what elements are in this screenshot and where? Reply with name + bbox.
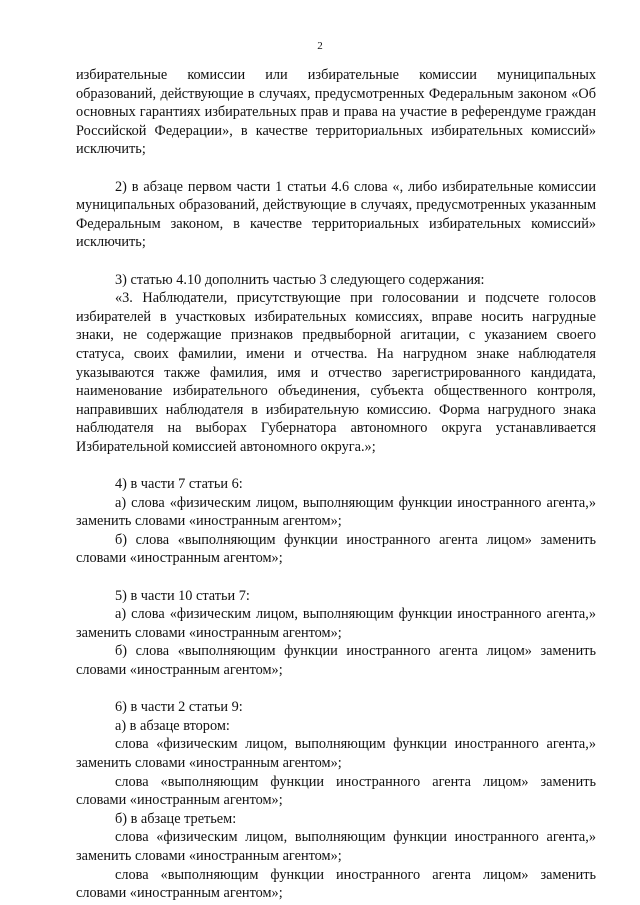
paragraph-item-2: 2) в абзаце первом части 1 статьи 4.6 слова «, либо избирательные комиссии муниципальных образований, действующие в случаях, предусмотренных указанным Федеральным законом, в качестве территориальных избирательных комиссий» исключить; (76, 178, 596, 251)
paragraph-item-6a-1: слова «физическим лицом, выполняющим функции иностранного агента,» заменить словами «иностранным агентом»; (76, 736, 596, 771)
paragraph-continuation: избирательные комиссии или избирательные комиссии муниципальных образований, действующие в случаях, предусмотренных Федеральным законом «Об основных гарантиях избирательных прав и права на участие в референдуме граждан Российской Федерации», в качестве территориальных избирательных комиссий» исключить; (76, 67, 596, 158)
paragraph-item-6: 6) в части 2 статьи 9: (115, 699, 243, 716)
paragraph-item-6b: б) в абзаце третьем: (115, 810, 237, 827)
paragraph-quoted-part-3: «3. Наблюдатели, присутствующие при голосовании и подсчете голосов избирателей в участковых избирательных комиссиях, вправе носить нагрудные знаки, не содержащие признаков предвыборной агитации, с указанием своего статуса, своих фамилии, имени и отчества. На нагрудном знаке наблюдателя указываются также фамилия, имя и отчество зарегистрированного кандидата, наименование избирательного объединения, субъекта общественного контроля, направивших наблюдателя в избирательную комиссию. Форма нагрудного знака наблюдателя на выборах Губернатора автономного округа устанавливается Избирательной комиссией автономного округа.»; (76, 290, 596, 455)
paragraph-item-6b-1: слова «физическим лицом, выполняющим функции иностранного агента,» заменить словами «иностранным агентом»; (76, 829, 596, 864)
paragraph-item-3: 3) статью 4.10 дополнить частью 3 следующего содержания: (115, 271, 485, 288)
paragraph-item-4b: б) слова «выполняющим функции иностранного агента лицом» заменить словами «иностранным агентом»; (76, 531, 596, 567)
paragraph-item-5a: а) слова «физическим лицом, выполняющим функции иностранного агента,» заменить словами «иностранным агентом»; (76, 606, 596, 641)
paragraph-item-4: 4) в части 7 статьи 6: (115, 476, 243, 493)
paragraph-item-6a-2: слова «выполняющим функции иностранного агента лицом» заменить словами «иностранным агентом»; (76, 773, 596, 809)
paragraph-item-5: 5) в части 10 статьи 7: (115, 587, 250, 604)
paragraph-item-4a: а) слова «физическим лицом, выполняющим функции иностранного агента,» заменить словами «иностранным агентом»; (76, 494, 596, 530)
page-number: 2 (317, 40, 323, 52)
paragraph-item-5b: б) слова «выполняющим функции иностранного агента лицом» заменить словами «иностранным агентом»; (76, 643, 596, 678)
document-body (76, 66, 596, 903)
paragraph-item-6b-2: слова «выполняющим функции иностранного агента лицом» заменить словами «иностранным агентом»; (76, 866, 596, 902)
paragraph-item-6a: а) в абзаце втором: (115, 717, 230, 734)
